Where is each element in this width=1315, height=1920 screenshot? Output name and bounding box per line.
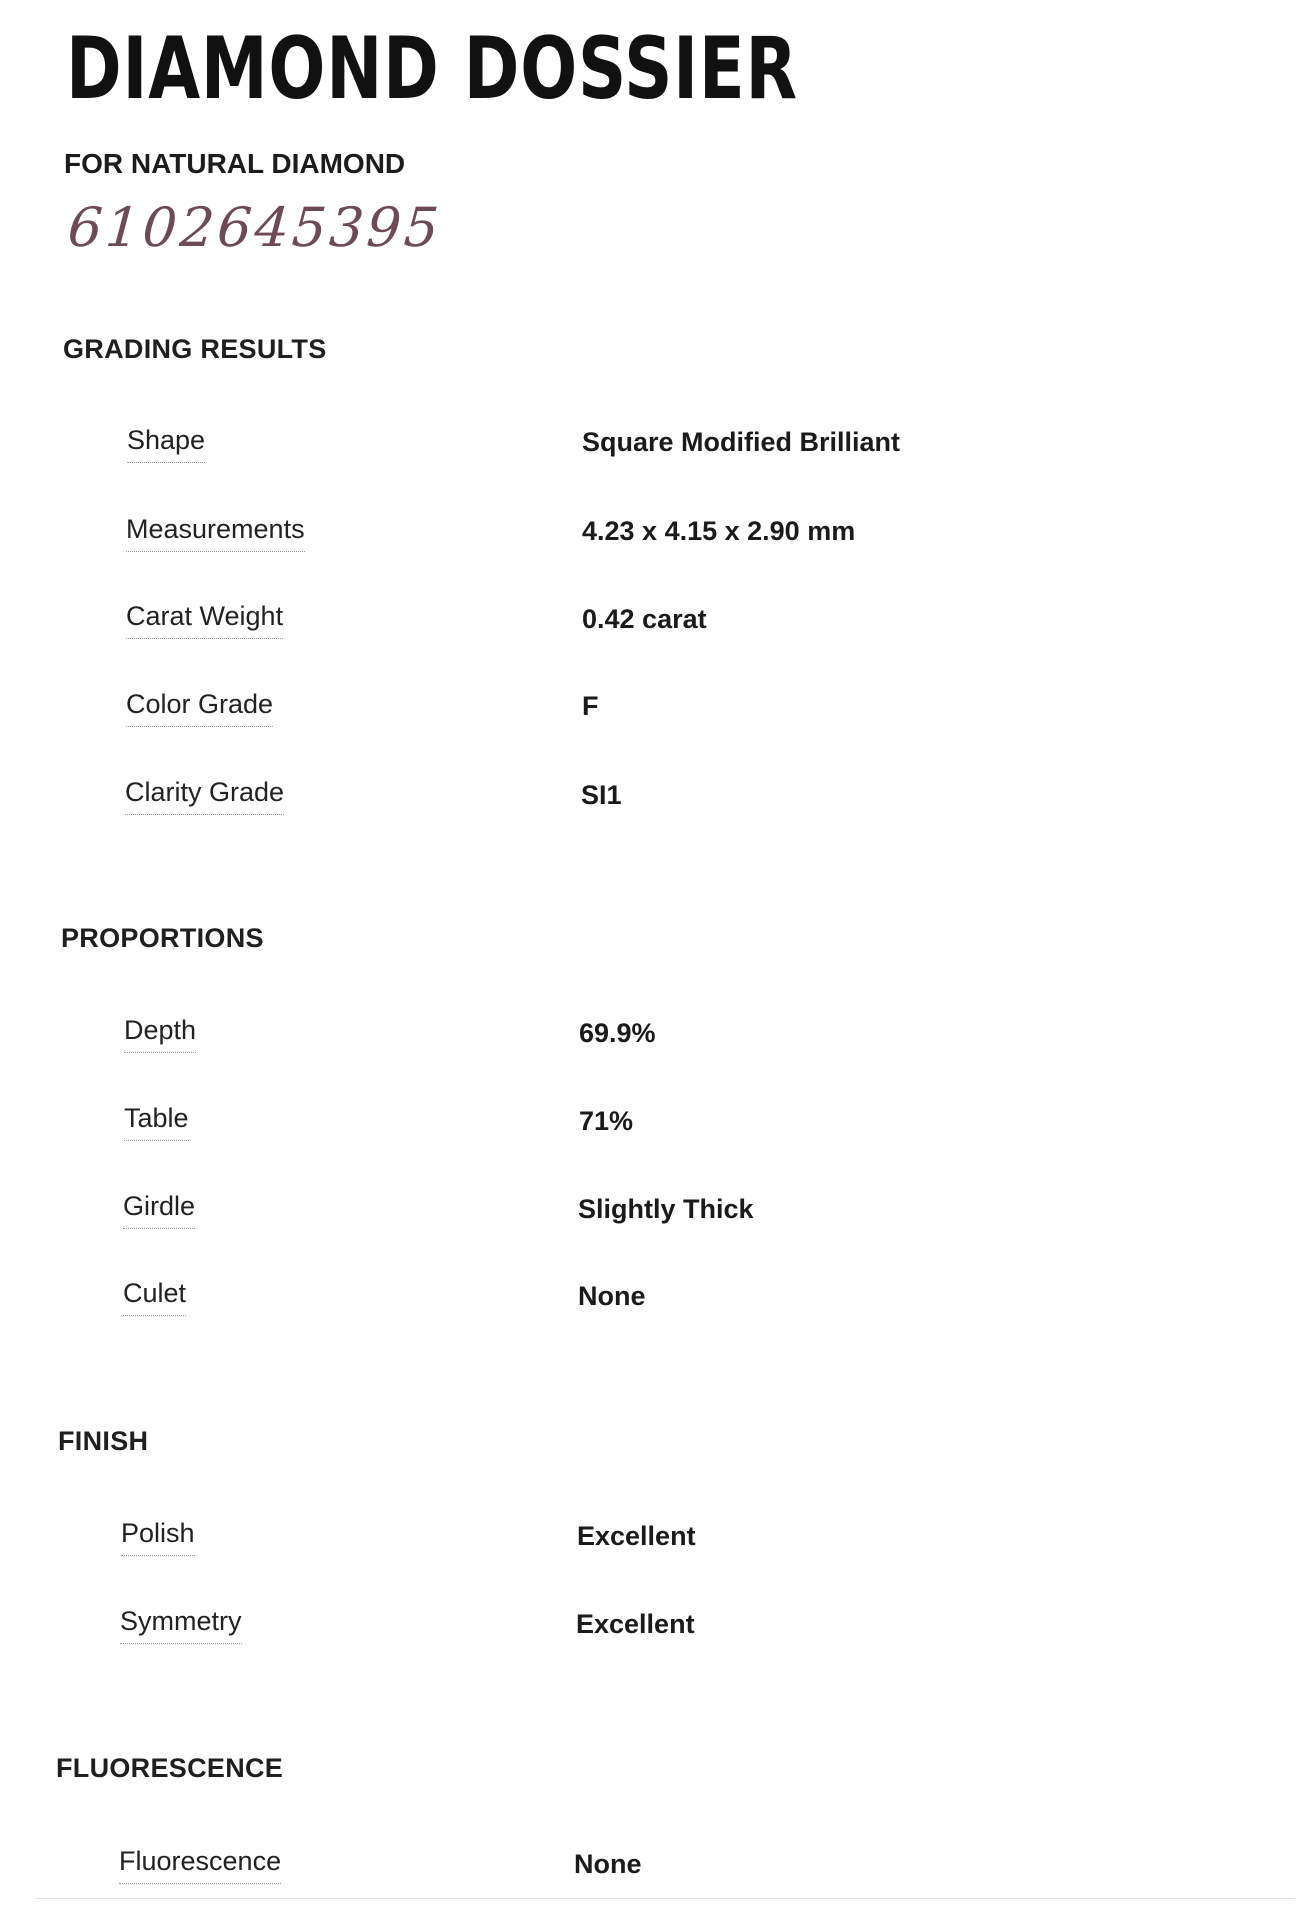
label-color-grade: Color Grade — [126, 689, 273, 727]
section-title-proportions: PROPORTIONS — [61, 923, 264, 953]
label-clarity-grade: Clarity Grade — [125, 777, 284, 815]
value-symmetry: Excellent — [576, 1609, 695, 1639]
value-table: 71% — [579, 1106, 634, 1136]
label-table: Table — [124, 1103, 189, 1141]
section-title-fluorescence: FLUORESCENCE — [56, 1753, 284, 1783]
label-polish: Polish — [121, 1518, 195, 1556]
document-title: DIAMOND DOSSIER — [66, 19, 798, 119]
value-depth: 69.9% — [579, 1018, 656, 1048]
label-culet: Culet — [123, 1278, 186, 1316]
value-shape: Square Modified Brilliant — [582, 427, 901, 457]
label-carat-weight: Carat Weight — [126, 601, 283, 639]
label-girdle: Girdle — [123, 1191, 195, 1229]
value-fluorescence: None — [574, 1849, 642, 1879]
handwritten-report-number: 6102645395 — [65, 196, 444, 259]
value-polish: Excellent — [577, 1521, 696, 1551]
value-girdle: Slightly Thick — [578, 1194, 754, 1224]
label-measurements: Measurements — [126, 514, 305, 552]
label-shape: Shape — [127, 425, 205, 463]
section-title-finish: FINISH — [58, 1426, 149, 1456]
bottom-edge-line — [36, 1898, 1295, 1899]
label-symmetry: Symmetry — [120, 1606, 242, 1644]
value-carat-weight: 0.42 carat — [582, 604, 707, 634]
value-clarity-grade: SI1 — [581, 780, 622, 810]
label-depth: Depth — [124, 1015, 196, 1053]
label-fluorescence: Fluorescence — [119, 1846, 281, 1884]
section-title-grading-results: GRADING RESULTS — [63, 334, 327, 364]
value-culet: None — [578, 1281, 646, 1311]
value-measurements: 4.23 x 4.15 x 2.90 mm — [582, 516, 856, 546]
value-color-grade: F — [582, 691, 599, 721]
document-subtitle: FOR NATURAL DIAMOND — [64, 148, 406, 179]
